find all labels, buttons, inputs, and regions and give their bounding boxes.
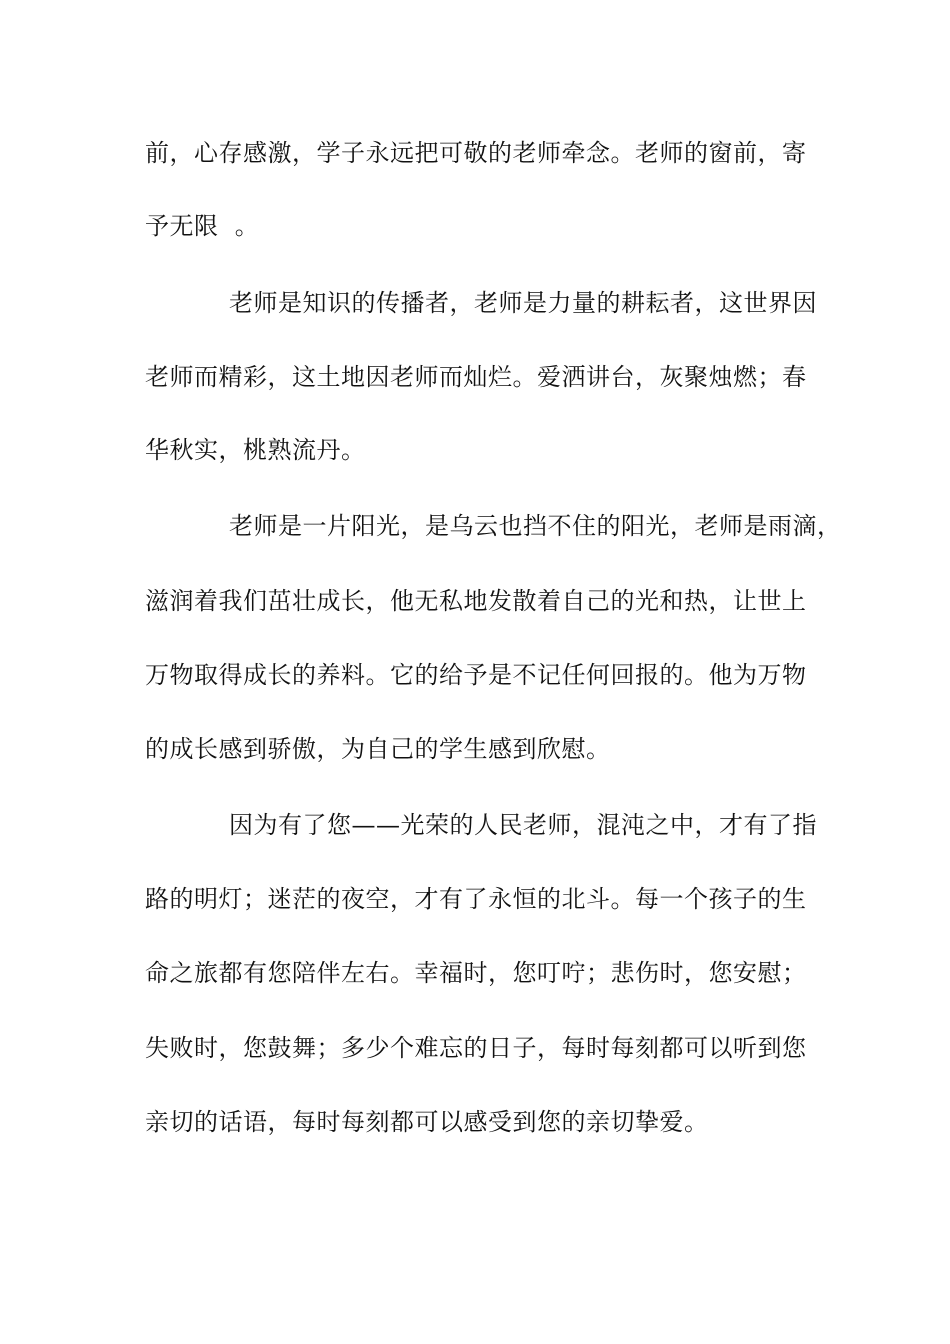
text-line: 的成长感到骄傲，为自己的学生感到欣慰。 (145, 735, 611, 763)
text-line: 老师而精彩，这土地因老师而灿烂。爱洒讲台，灰聚烛燃；春 (145, 363, 807, 391)
paragraph-first-line: 因为有了您——光荣的人民老师，混沌之中，才有了指 (229, 811, 817, 839)
text-line: 命之旅都有您陪伴左右。幸福时，您叮咛；悲伤时，您安慰； (145, 959, 807, 987)
text-line: 滋润着我们茁壮成长，他无私地发散着自己的光和热，让世上 (145, 587, 807, 615)
text-line: 予无限 。 (145, 212, 260, 240)
text-line: 路的明灯；迷茫的夜空，才有了永恒的北斗。每一个孩子的生 (145, 885, 807, 913)
paragraph-first-line: 老师是一片阳光，是乌云也挡不住的阳光，老师是雨滴， (229, 512, 842, 540)
text-line: 华秋实，桃熟流丹。 (145, 436, 366, 464)
text-line: 失败时，您鼓舞；多少个难忘的日子，每时每刻都可以听到您 (145, 1034, 807, 1062)
text-line: 亲切的话语，每时每刻都可以感受到您的亲切挚爱。 (145, 1108, 709, 1136)
text-line: 前，心存感激，学子永远把可敬的老师牵念。老师的窗前，寄 (145, 139, 807, 167)
text-line: 万物取得成长的养料。它的给予是不记任何回报的。他为万物 (145, 661, 807, 689)
paragraph-first-line: 老师是知识的传播者，老师是力量的耕耘者，这世界因 (229, 289, 817, 317)
